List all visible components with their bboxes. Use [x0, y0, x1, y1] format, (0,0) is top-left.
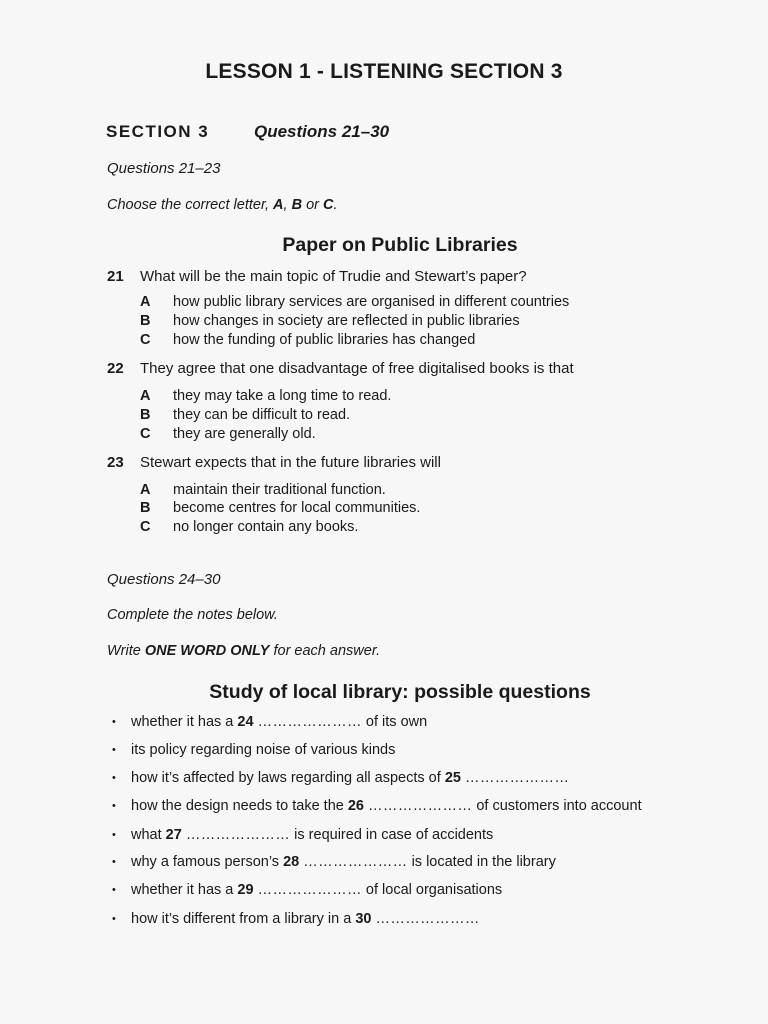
- answer-blank: …………………: [257, 714, 362, 730]
- option-23-b: [140, 500, 420, 516]
- option-letter: A: [140, 482, 151, 498]
- option-text: no longer contain any books.: [173, 519, 359, 535]
- option-23-a: [140, 482, 386, 498]
- option-letter: C: [140, 426, 151, 442]
- answer-blank: …………………: [375, 911, 480, 927]
- section-label: SECTION 3: [106, 122, 210, 141]
- answer-blank: …………………: [185, 827, 291, 843]
- option-text: they may take a long time to read.: [173, 388, 392, 404]
- option-letter: A: [140, 388, 151, 404]
- option-22-c: [140, 426, 316, 442]
- bullet-icon: •: [112, 716, 116, 728]
- section-questions-range: Questions 21–30: [253, 122, 390, 141]
- question-text: Stewart expects that in the future libraries will: [140, 454, 441, 471]
- option-letter: B: [140, 500, 151, 516]
- page-title: LESSON 1 - LISTENING SECTION 3: [205, 60, 563, 83]
- note-noise: • its policy regarding noise of various kinds: [112, 742, 396, 758]
- question-number: 22: [107, 360, 124, 377]
- bullet-icon: •: [112, 913, 116, 925]
- option-21-c: [140, 332, 475, 348]
- option-text: how public library services are organised in different countries: [173, 294, 570, 310]
- option-text: they are generally old.: [173, 426, 316, 442]
- question-22: [107, 360, 574, 377]
- bullet-icon: •: [112, 772, 116, 784]
- option-text: become centres for local communities.: [173, 500, 421, 516]
- note-26: • how the design needs to take the 26 ………………… of customers into account: [112, 798, 642, 814]
- question-number: 21: [107, 268, 124, 285]
- option-text: how the funding of public libraries has changed: [173, 332, 476, 348]
- question-21: [107, 268, 527, 285]
- part2-instruction-2: Write ONE WORD ONLY for each answer.: [107, 643, 381, 659]
- bullet-icon: •: [112, 800, 116, 812]
- option-22-b: [140, 407, 350, 423]
- option-text: maintain their traditional function.: [173, 482, 386, 498]
- option-letter: A: [140, 294, 151, 310]
- part1-instruction: Choose the correct letter, A, B or C.: [107, 197, 338, 213]
- option-text: they can be difficult to read.: [173, 407, 351, 423]
- note-25: • how it’s affected by laws regarding all aspects of 25 …………………: [112, 770, 570, 786]
- option-letter: B: [140, 313, 151, 329]
- bullet-icon: •: [112, 744, 116, 756]
- answer-blank: …………………: [257, 882, 362, 898]
- answer-blank: …………………: [464, 770, 570, 786]
- option-letter: C: [140, 519, 151, 535]
- option-letter: C: [140, 332, 151, 348]
- part2-range: Questions 24–30: [107, 571, 221, 588]
- question-number: 23: [107, 454, 124, 471]
- question-23: [107, 454, 441, 471]
- note-24: • whether it has a 24 ………………… of its own: [112, 714, 428, 730]
- question-text: What will be the main topic of Trudie and Stewart’s paper?: [140, 268, 527, 285]
- note-28: • why a famous person’s 28 ………………… is located in the library: [112, 854, 556, 870]
- section-header: [106, 122, 389, 142]
- bullet-icon: •: [112, 856, 116, 868]
- option-letter: B: [140, 407, 151, 423]
- option-21-b: [140, 313, 520, 329]
- option-23-c: [140, 519, 358, 535]
- question-text: They agree that one disadvantage of free digitalised books is that: [140, 360, 574, 377]
- note-29: • whether it has a 29 ………………… of local organisations: [112, 882, 503, 898]
- part2-instruction-1: Complete the notes below.: [107, 607, 278, 623]
- option-21-a: [140, 294, 569, 310]
- answer-blank: …………………: [303, 854, 408, 870]
- note-30: • how it’s different from a library in a 30 …………………: [112, 911, 480, 927]
- bullet-icon: •: [112, 884, 116, 896]
- part2-heading: Study of local library: possible questions: [209, 681, 591, 703]
- note-27: • what 27 ………………… is required in case of accidents: [112, 827, 494, 843]
- part1-heading: Paper on Public Libraries: [282, 234, 518, 256]
- option-22-a: [140, 388, 391, 404]
- part1-range: Questions 21–23: [107, 160, 221, 177]
- option-text: how changes in society are reflected in public libraries: [173, 313, 520, 329]
- bullet-icon: •: [112, 829, 116, 841]
- answer-blank: …………………: [368, 798, 473, 814]
